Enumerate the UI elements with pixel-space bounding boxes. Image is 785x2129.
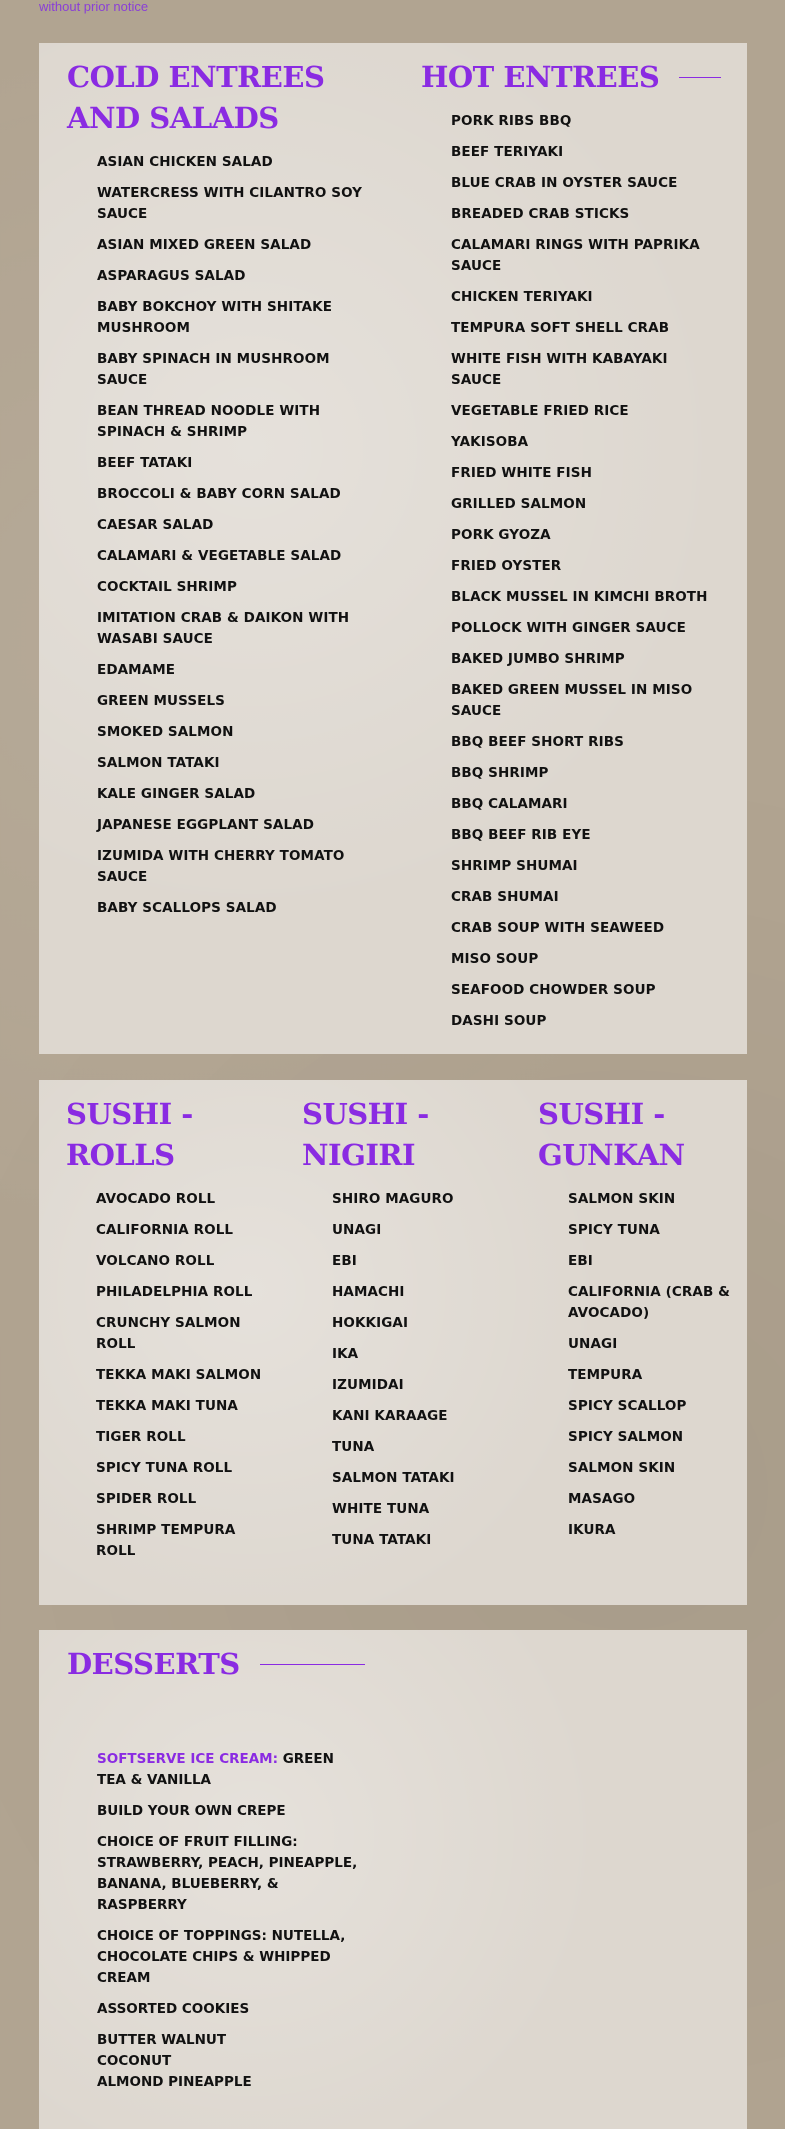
menu-item: AVOCADO ROLL (96, 1191, 216, 1207)
menu-item: IZUMIDAI (332, 1377, 404, 1393)
menu-item: BAKED GREEN MUSSEL IN MISO SAUCE (451, 682, 693, 719)
cookies-label: ASSORTED COOKIES (97, 2001, 250, 2017)
fruit-filling-text: CHOICE OF FRUIT FILLING: STRAWBERRY, PEACH, PINEAPPLE, BANANA, BLUEBERRY, & RASPBERRY (97, 1834, 358, 1913)
menu-item: SPICY TUNA (568, 1222, 660, 1238)
menu-item: YAKISOBA (451, 434, 529, 450)
entrees-panel (39, 43, 747, 1054)
menu-item: SMOKED SALMON (97, 724, 234, 740)
menu-item: BABY BOKCHOY WITH SHITAKE MUSHROOM (97, 299, 333, 336)
menu-item: SALMON SKIN (568, 1460, 676, 1476)
menu-item: BLUE CRAB IN OYSTER SAUCE (451, 175, 678, 191)
menu-item: BBQ SHRIMP (451, 765, 549, 781)
menu-item: CALIFORNIA (CRAB & AVOCADO) (568, 1284, 731, 1321)
menu-item: POLLOCK WITH GINGER SAUCE (451, 620, 686, 636)
crepe-label: BUILD YOUR OWN CREPE (97, 1803, 286, 1819)
menu-item: TIGER ROLL (96, 1429, 186, 1445)
menu-item: BABY SCALLOPS SALAD (97, 900, 277, 916)
desserts-heading-row (67, 1644, 365, 1685)
menu-item: TEKKA MAKI TUNA (96, 1398, 238, 1414)
softserve-text: GREEN TEA & VANILLA (97, 1751, 334, 1788)
menu-item: PORK RIBS BBQ (451, 113, 572, 129)
menu-item: FRIED WHITE FISH (451, 465, 592, 481)
sushi-gunkan-column (538, 1094, 738, 1551)
cold-entrees-title: COLD ENTREES AND SALADS (67, 60, 325, 135)
menu-item: ASIAN CHICKEN SALAD (97, 154, 273, 170)
menu-item: SEAFOOD CHOWDER SOUP (451, 982, 656, 998)
toppings-text: CHOICE OF TOPPINGS: NUTELLA, CHOCOLATE CHIPS & WHIPPED CREAM (97, 1928, 346, 1986)
menu-item: SHRIMP TEMPURA ROLL (96, 1522, 236, 1559)
sushi-panel (39, 1080, 747, 1605)
menu-item: BEEF TERIYAKI (451, 144, 564, 160)
menu-item: BROCCOLI & BABY CORN SALAD (97, 486, 341, 502)
cookie-item: BUTTER WALNUT (97, 2032, 227, 2048)
menu-item: WHITE TUNA (332, 1501, 430, 1517)
cookie-item: ALMOND PINEAPPLE (97, 2074, 252, 2090)
menu-item: MISO SOUP (451, 951, 539, 967)
cold-entrees-list (67, 152, 377, 919)
menu-item: DASHI SOUP (451, 1013, 547, 1029)
menu-item: BBQ CALAMARI (451, 796, 568, 812)
cold-entrees-column (67, 57, 377, 929)
desserts-content (67, 1749, 365, 2093)
menu-item: CRAB SHUMAI (451, 889, 559, 905)
menu-item: ASIAN MIXED GREEN SALAD (97, 237, 312, 253)
menu-item: BREADED CRAB STICKS (451, 206, 630, 222)
menu-item: SPICY SALMON (568, 1429, 684, 1445)
menu-item: HAMACHI (332, 1284, 405, 1300)
menu-item: SALMON TATAKI (332, 1470, 455, 1486)
sushi-gunkan-title: SUSHI - GUNKAN (538, 1097, 685, 1172)
sushi-rolls-list (66, 1189, 266, 1562)
menu-item: BEAN THREAD NOODLE WITH SPINACH & SHRIMP (97, 403, 321, 440)
menu-item: SPICY TUNA ROLL (96, 1460, 233, 1476)
sushi-gunkan-list (538, 1189, 738, 1541)
sushi-nigiri-column (302, 1094, 502, 1561)
menu-item: EDAMAME (97, 662, 176, 678)
menu-item: CAESAR SALAD (97, 517, 214, 533)
heading-divider (260, 1664, 365, 1665)
sushi-nigiri-list (302, 1189, 502, 1551)
menu-item: UNAGI (332, 1222, 382, 1238)
menu-item: TUNA (332, 1439, 375, 1455)
menu-item: WHITE FISH WITH KABAYAKI SAUCE (451, 351, 668, 388)
softserve-label: SOFTSERVE ICE CREAM: (97, 1751, 278, 1767)
menu-item: JAPANESE EGGPLANT SALAD (97, 817, 315, 833)
menu-item: BBQ BEEF RIB EYE (451, 827, 591, 843)
menu-item: BABY SPINACH IN MUSHROOM SAUCE (97, 351, 330, 388)
menu-item: FRIED OYSTER (451, 558, 562, 574)
menu-item: SALMON TATAKI (97, 755, 220, 771)
menu-item: TUNA TATAKI (332, 1532, 432, 1548)
menu-item: VEGETABLE FRIED RICE (451, 403, 629, 419)
menu-item: IKURA (568, 1522, 616, 1538)
menu-item: KANI KARAAGE (332, 1408, 448, 1424)
menu-item: KALE GINGER SALAD (97, 786, 256, 802)
menu-item: UNAGI (568, 1336, 618, 1352)
menu-item: VOLCANO ROLL (96, 1253, 215, 1269)
top-note: without prior notice (39, 0, 149, 14)
menu-item: HOKKIGAI (332, 1315, 409, 1331)
menu-item: CRAB SOUP WITH SEAWEED (451, 920, 665, 936)
hot-entrees-column (421, 57, 721, 1042)
hot-entrees-list (421, 111, 721, 1032)
menu-item: IZUMIDA WITH CHERRY TOMATO SAUCE (97, 848, 345, 885)
hot-entrees-title: HOT ENTREES (421, 60, 660, 94)
cookies-list (97, 2030, 365, 2093)
menu-item: CALAMARI & VEGETABLE SALAD (97, 548, 342, 564)
menu-item: GREEN MUSSELS (97, 693, 226, 709)
menu-item: ASPARAGUS SALAD (97, 268, 246, 284)
desserts-title: DESSERTS (67, 1647, 240, 1681)
hot-entrees-heading-row (421, 57, 721, 98)
sushi-nigiri-title: SUSHI - NIGIRI (302, 1097, 429, 1172)
menu-item: TEKKA MAKI SALMON (96, 1367, 262, 1383)
menu-item: CALAMARI RINGS WITH PAPRIKA SAUCE (451, 237, 700, 274)
menu-item: GRILLED SALMON (451, 496, 587, 512)
menu-item: MASAGO (568, 1491, 636, 1507)
cookie-item: COCONUT (97, 2053, 172, 2069)
menu-item: SPIDER ROLL (96, 1491, 197, 1507)
softserve-item (97, 1749, 365, 1791)
menu-item: IMITATION CRAB & DAIKON WITH WASABI SAUCE (97, 610, 350, 647)
menu-item: WATERCRESS WITH CILANTRO SOY SAUCE (97, 185, 363, 222)
menu-item: PHILADELPHIA ROLL (96, 1284, 253, 1300)
menu-item: IKA (332, 1346, 359, 1362)
menu-item: TEMPURA (568, 1367, 643, 1383)
menu-item: BEEF TATAKI (97, 455, 193, 471)
menu-item: TEMPURA SOFT SHELL CRAB (451, 320, 670, 336)
desserts-panel (39, 1630, 747, 2129)
menu-item: CRUNCHY SALMON ROLL (96, 1315, 241, 1352)
menu-item: EBI (568, 1253, 593, 1269)
sushi-rolls-column (66, 1094, 266, 1572)
menu-item: PORK GYOZA (451, 527, 551, 543)
menu-item: CALIFORNIA ROLL (96, 1222, 234, 1238)
menu-item: SHIRO MAGURO (332, 1191, 454, 1207)
desserts-column (67, 1644, 365, 2103)
sushi-rolls-title: SUSHI - ROLLS (66, 1097, 193, 1172)
menu-item: BBQ BEEF SHORT RIBS (451, 734, 624, 750)
menu-item: CHICKEN TERIYAKI (451, 289, 593, 305)
menu-item: SPICY SCALLOP (568, 1398, 687, 1414)
heading-divider (679, 77, 721, 78)
menu-item: EBI (332, 1253, 357, 1269)
menu-item: SALMON SKIN (568, 1191, 676, 1207)
menu-item: SHRIMP SHUMAI (451, 858, 578, 874)
menu-item: COCKTAIL SHRIMP (97, 579, 237, 595)
menu-item: BAKED JUMBO SHRIMP (451, 651, 625, 667)
menu-item: BLACK MUSSEL IN KIMCHI BROTH (451, 589, 708, 605)
